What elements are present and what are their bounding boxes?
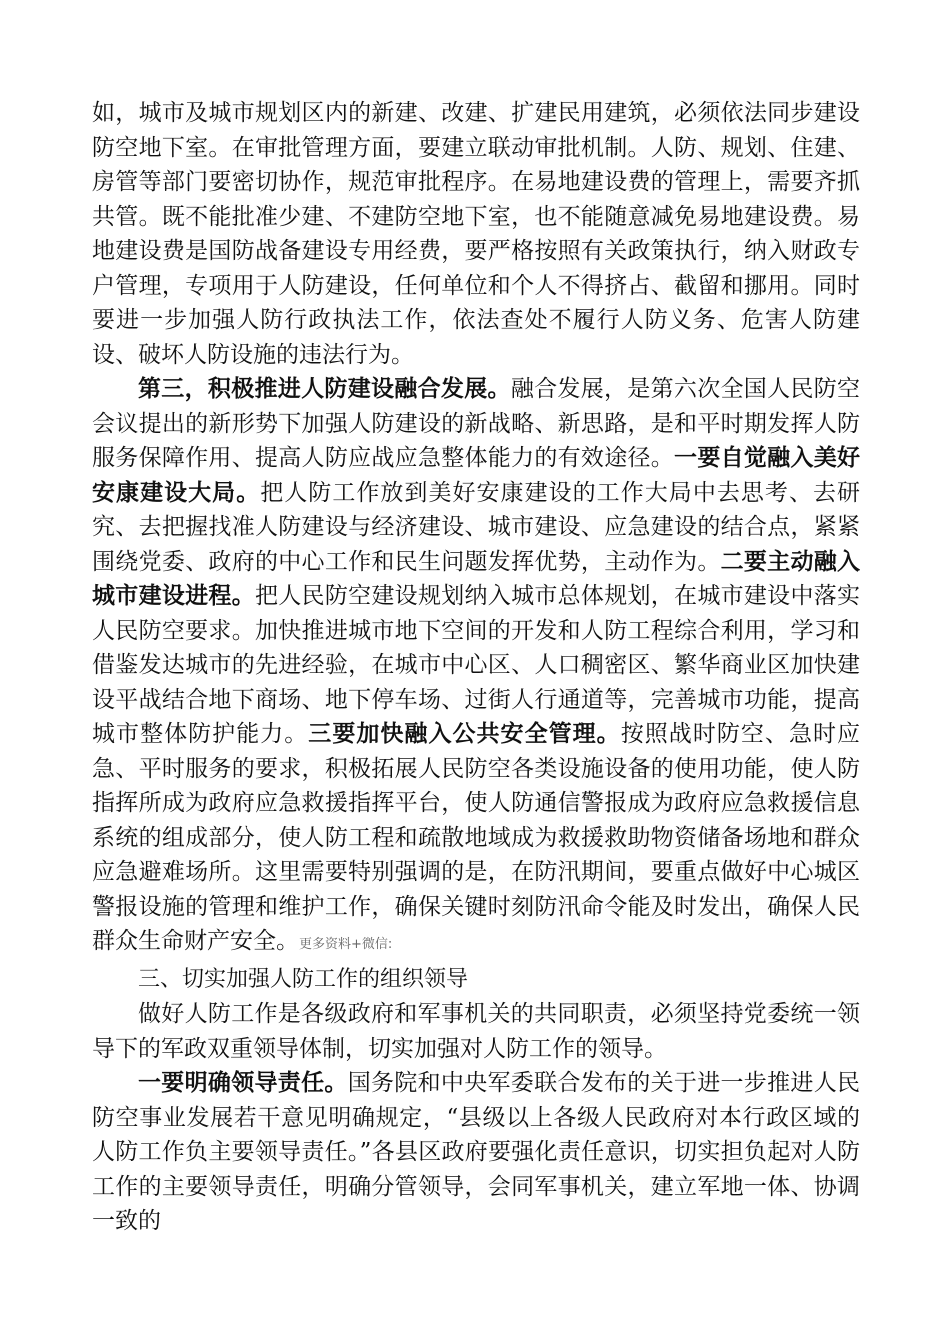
point-two-heading: 二要主动融入城市建设进程。: [92, 547, 860, 609]
paragraph-text: 把人民防空建设规划纳入城市总体规划，在城市建设中落实人民防空要求。加快推进城市地下空间的开发和人防工程综合利用，学习和借鉴发达城市的先进经验，在城市中心区、人口稠密区、繁华商业区加快建设平战结合地下商场、地下停车场、过街人行通道等，完善城市功能，提高城市整体防护能力。: [92, 583, 860, 747]
paragraph-text: 融合发展，是第六次全国人民防空会议提出的新形势下加强人防建设的新战略、新思路，是和平时期发挥人防服务保障作用、提高人防应战应急整体能力的有效途径。: [92, 376, 861, 471]
point-one-heading: 一要自觉融入美好安康建设大局。: [92, 444, 860, 506]
document-page: [92, 96, 860, 1239]
paragraph-text: 把人防工作放到美好安康建设的工作大局中去思考、去研究、去把握找准人防建设与经济建设、城市建设、应急建设的结合点，紧紧围绕党委、政府的中心工作和民生问题发挥优势，主动作为。: [92, 479, 861, 575]
watermark-text: 更多资料+微信:: [299, 937, 393, 952]
paragraph-leadership-intro: 做好人防工作是各级政府和军事机关的共同职责，必须坚持党委统一领导下的军政双重领导体制，切实加强对人防工作的领导。: [92, 1001, 860, 1062]
paragraph-enforcement: 如，城市及城市规划区内的新建、改建、扩建民用建筑，必须依法同步建设防空地下室。在审批管理方面，要建立联动审批机制。人防、规划、住建、房管等部门要密切协作，规范审批程序。在易地建设费的管理上，需要齐抓共管。既不能批准少建、不建防空地下室，也不能随意减免易地建设费。易地建设费是国防战备建设专用经费，要严格按照有关政策执行，纳入财政专户管理，专项用于人防建设，任何单位和个人不得挤占、截留和挪用。同时要进一步加强人防行政执法工作，依法查处不履行人防义务、危害人防建设、破坏人防设施的违法行为。: [92, 100, 860, 368]
paragraph-lead-third: 第三，积极推进人防建设融合发展。: [138, 375, 511, 402]
paragraph-integration: [92, 372, 860, 963]
paragraph-text: 国务院和中央军委联合发布的关于进一步推进人民防空事业发展若干意见明确规定，“县级以上各级人民政府对本行政区域的人防工作负主要领导责任。”各县区政府要强化责任意识，切实担负起对人防工作的主要领导责任，明确分管领导，会同军事机关，建立军地一体、协调一致的: [92, 1070, 861, 1234]
paragraph-lead-responsibility: 一要明确领导责任。: [138, 1069, 348, 1096]
paragraph-text: 按照战时防空、急时应急、平时服务的要求，积极拓展人民防空各类设施设备的使用功能，使人防指挥所成为政府应急救援指挥平台，使人防通信警报成为政府应急救援信息系统的组成部分，使人防工程和疏散地域成为救援救助物资储备场地和群众应急避难场所。这里需要特别强调的是，在防汛期间，要重点做好中心城区警报设施的管理和维护工作，确保关键时刻防汛命令能及时发出，确保人民群众生命财产安全。: [92, 721, 861, 954]
paragraph-responsibility: [92, 1066, 860, 1239]
section-heading-three: 三、切实加强人防工作的组织领导: [138, 966, 469, 992]
point-three-heading: 三要加快融入公共安全管理。: [308, 720, 621, 747]
